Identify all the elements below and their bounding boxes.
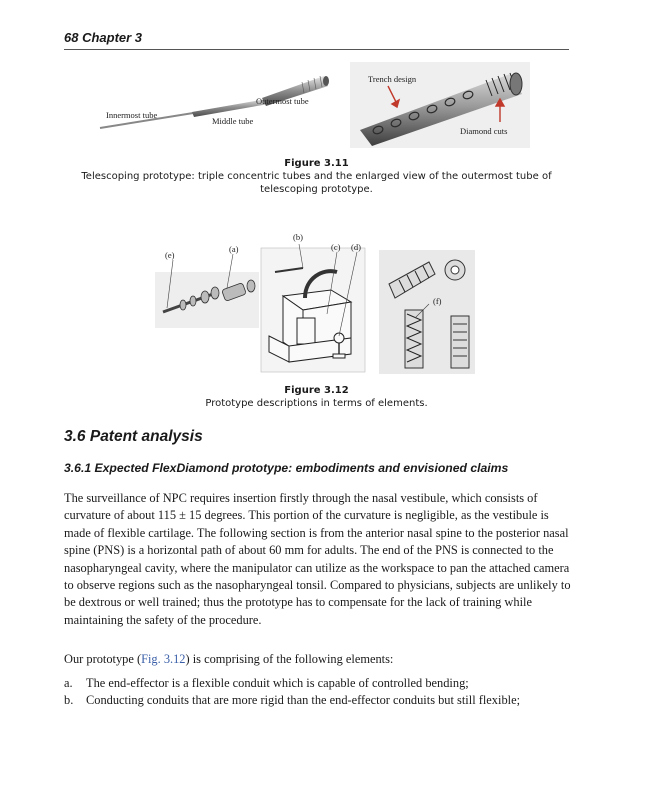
figure-3-12-caption-title: Figure 3.12 xyxy=(284,385,349,396)
figure-3-12-link[interactable]: Fig. 3.12 xyxy=(141,652,186,666)
label-middle-tube: Middle tube xyxy=(212,116,254,126)
label-d: (d) xyxy=(351,242,361,252)
list-item-text: The end-effector is a flexible conduit which is capable of controlled bending; xyxy=(86,676,469,690)
list-item xyxy=(64,692,574,709)
figure-3-12-graphic xyxy=(153,228,483,374)
figure-3-12-caption xyxy=(64,384,569,410)
figure-3-11-graphic xyxy=(92,60,532,152)
figure-3-11 xyxy=(92,60,532,152)
figure-3-11-caption-text: Telescoping prototype: triple concentric tubes and the enlarged view of the outermost tube of telescoping prototype. xyxy=(81,171,552,195)
label-a: (a) xyxy=(229,244,239,254)
section-heading: 3.6 Patent analysis xyxy=(64,428,203,445)
figure-3-11-caption-title: Figure 3.11 xyxy=(284,158,349,169)
figure-3-12 xyxy=(153,228,483,374)
list-item-marker: a. xyxy=(64,676,73,690)
list-item-marker: b. xyxy=(64,693,74,708)
paragraph-2-after: ) is comprising of the following elements: xyxy=(185,652,394,666)
running-head-text: 68 Chapter 3 xyxy=(64,30,143,45)
label-outermost-tube: Outermost tube xyxy=(256,96,309,106)
figure-3-11-caption xyxy=(64,157,569,196)
list-item xyxy=(64,675,574,692)
paragraph-2-before: Our prototype ( xyxy=(64,652,142,666)
list-item-text: Conducting conduits that are more rigid than the end-effector conduits but still flexible; xyxy=(86,693,521,708)
figure-3-12-caption-text: Prototype descriptions in terms of elements. xyxy=(205,398,428,409)
label-b: (b) xyxy=(293,232,303,242)
subsection-heading: 3.6.1 Expected FlexDiamond prototype: embodiments and envisioned claims xyxy=(64,461,509,475)
paragraph-1: The surveillance of NPC requires insertion firstly through the nasal vestibule, which consists of curvature of about 115 ± 15 degrees. This portion of the curvature is negligible, as the vestibule is made of flexible cartilage. The following section is from the anterior nasal spine to the posterior nasal spine (PNS) is a horizontal path of about 60 mm for adults. The end of the PNS is connected to the nasopharyngeal cavity, where the manipulator can utilize as the workspace to pan the attached camera to observe regions such as the nasopharyngeal tonsil. Compared to physicians, subjects are unlikely to be dextrous or well trained; thus the prototype has to compensate for the lack of training while maintaining the safety of the procedure. xyxy=(64,491,571,627)
label-c: (c) xyxy=(331,242,341,252)
label-trench-design: Trench design xyxy=(368,74,417,84)
running-head xyxy=(64,29,569,50)
paragraph-2 xyxy=(64,651,574,668)
elements-list xyxy=(64,675,574,710)
label-diamond-cuts: Diamond cuts xyxy=(460,126,508,136)
label-innermost-tube: Innermost tube xyxy=(106,110,158,120)
label-e: (e) xyxy=(165,250,175,260)
label-f: (f) xyxy=(433,296,442,306)
